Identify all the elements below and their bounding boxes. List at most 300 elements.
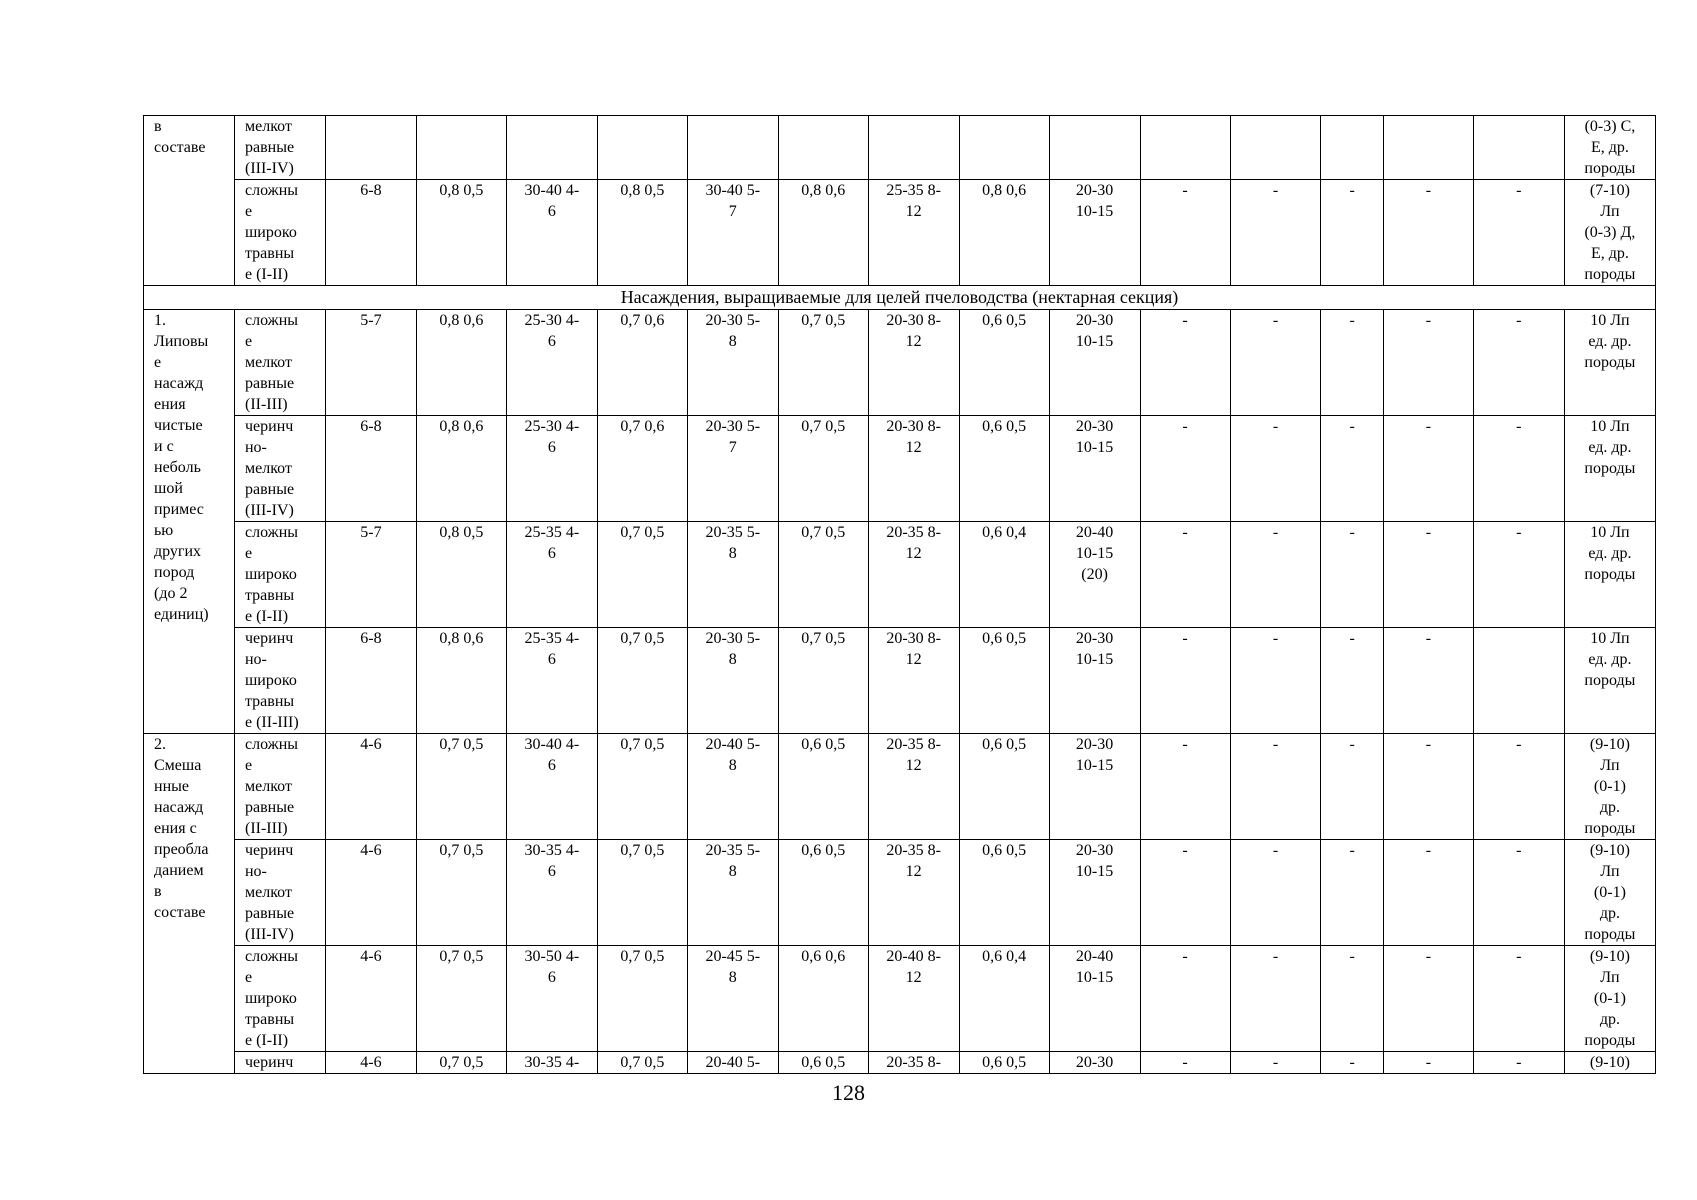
cell-line: 2. [154, 736, 166, 753]
cell-line: травны [244, 693, 295, 710]
cell-line: 0,7 0,5 [439, 1054, 484, 1071]
cell-line: ед. др. [1588, 651, 1632, 668]
value-cell [1140, 840, 1230, 946]
cell-line: широко [244, 224, 297, 241]
cell-line: 20-35 8- [886, 842, 941, 859]
forest-type-cell [234, 840, 325, 946]
cell-line: мелкот [244, 778, 292, 795]
value-cell [1473, 628, 1564, 734]
table-row [144, 416, 1656, 522]
cell-line: (0-3) С, [1584, 118, 1636, 135]
value-cell [1049, 416, 1140, 522]
cell-line: Е, др. [1590, 245, 1629, 262]
cell-line: 8 [728, 863, 737, 880]
cell-line: - [1182, 948, 1188, 965]
value-cell [778, 416, 868, 522]
cell-line: др. [1599, 1011, 1620, 1028]
cell-line: 10 Лп [1590, 630, 1630, 647]
cell-line: 30-35 4- [524, 1054, 580, 1071]
cell-line: 0,7 0,5 [620, 948, 665, 965]
cell-line: 20-30 [1075, 630, 1114, 647]
value-cell [687, 840, 778, 946]
cell-line: 6 [547, 863, 556, 880]
value-cell [1230, 180, 1321, 286]
value-cell [416, 180, 506, 286]
cell-line: Лп [1600, 969, 1620, 986]
cell-line: - [1516, 1054, 1522, 1071]
cell-line: 20-30 [1075, 842, 1114, 859]
cell-line: (9-10) [1589, 842, 1630, 859]
value-cell [325, 522, 416, 628]
table-row [144, 628, 1656, 734]
value-cell [959, 522, 1049, 628]
value-cell [1140, 116, 1230, 180]
cell-line: преобла [154, 841, 209, 858]
cell-line: - [1272, 948, 1279, 965]
composition-cell [1564, 522, 1655, 628]
value-cell [1049, 734, 1140, 840]
value-cell [1473, 946, 1564, 1052]
cell-line: травны [244, 245, 295, 262]
cell-line: 20-30 [1075, 312, 1114, 329]
cell-line: 20-45 5- [705, 948, 761, 965]
cell-line: 0,7 0,5 [801, 418, 846, 435]
value-cell [1383, 840, 1473, 946]
cell-line: 20-30 5- [705, 630, 761, 647]
cell-line: 25-30 4- [524, 418, 580, 435]
cell-line: 6 [547, 545, 556, 562]
composition-cell [1564, 946, 1655, 1052]
cell-line: единиц) [154, 606, 209, 623]
cell-line: 25-35 8- [886, 182, 941, 199]
value-cell [416, 1052, 506, 1074]
cell-line: - [1516, 524, 1522, 541]
cell-line: - [1425, 842, 1432, 859]
value-cell [1230, 734, 1321, 840]
cell-line: 20-30 5- [705, 418, 761, 435]
cell-line: сложны [244, 948, 299, 965]
cell-line: 8 [728, 757, 737, 774]
cell-line: 6 [547, 969, 556, 986]
value-cell [1473, 116, 1564, 180]
value-cell [1321, 734, 1383, 840]
value-cell [959, 116, 1049, 180]
cell-line: 0,7 0,5 [620, 736, 665, 753]
cell-line: - [1272, 736, 1279, 753]
cell-line: 25-35 4- [524, 524, 580, 541]
cell-line: 6 [547, 333, 556, 350]
cell-line: - [1182, 524, 1188, 541]
cell-line: е [244, 333, 253, 350]
value-cell [416, 116, 506, 180]
cell-line: но- [244, 651, 267, 668]
value-cell [325, 840, 416, 946]
cell-line: насажд [154, 375, 204, 392]
cell-line: - [1182, 842, 1188, 859]
cell-line: 6-8 [360, 630, 382, 647]
cell-line: ения [154, 396, 186, 413]
cell-line: - [1272, 312, 1279, 329]
cell-line: др. [1599, 905, 1620, 922]
cell-line: 0,6 0,5 [801, 842, 846, 859]
cell-line: - [1425, 630, 1432, 647]
value-cell [1321, 416, 1383, 522]
value-cell [687, 522, 778, 628]
value-cell [1049, 946, 1140, 1052]
forest-type-cell [234, 416, 325, 522]
cell-line: 30-35 4- [524, 842, 580, 859]
cell-line: - [1272, 182, 1279, 199]
cell-line: 30-40 4- [524, 736, 580, 753]
value-cell [1049, 180, 1140, 286]
cell-line: 6 [547, 203, 556, 220]
cell-line: 20-40 [1075, 948, 1114, 965]
forest-type-cell [234, 522, 325, 628]
cell-line: 10 Лп [1590, 418, 1630, 435]
table-row [144, 180, 1656, 286]
value-cell [868, 628, 959, 734]
value-cell [778, 116, 868, 180]
cell-line: - [1349, 182, 1355, 199]
value-cell [1321, 310, 1383, 416]
cell-line: - [1272, 418, 1279, 435]
cell-line: - [1425, 736, 1432, 753]
value-cell [325, 416, 416, 522]
cell-line: сложны [244, 182, 299, 199]
cell-line: 8 [728, 969, 737, 986]
cell-line: 0,6 0,6 [801, 948, 846, 965]
cell-line: равные [244, 481, 295, 498]
composition-cell [1564, 416, 1655, 522]
table-row [144, 310, 1656, 416]
cell-line: - [1425, 1054, 1432, 1071]
value-cell [1383, 1052, 1473, 1074]
cell-line: других [154, 543, 202, 560]
cell-line: 0,8 0,5 [620, 182, 665, 199]
cell-line: 30-40 4- [524, 182, 580, 199]
cell-line: - [1425, 948, 1432, 965]
cell-line: 0,6 0,5 [982, 1054, 1027, 1071]
value-cell [1473, 734, 1564, 840]
cell-line: 4-6 [360, 1054, 382, 1071]
cell-line: (0-1) [1593, 884, 1626, 901]
cell-line: 10-15 [1075, 439, 1114, 456]
cell-line: Лп [1600, 863, 1620, 880]
cell-line: ед. др. [1588, 545, 1632, 562]
cell-line: породы [1584, 926, 1636, 943]
cell-line: 4-6 [360, 842, 382, 859]
cell-line: сложны [244, 312, 299, 329]
cell-line: 12 [905, 969, 922, 986]
cell-line: - [1182, 312, 1188, 329]
value-cell [1383, 946, 1473, 1052]
table-row [144, 734, 1656, 840]
value-cell [1140, 1052, 1230, 1074]
value-cell [506, 628, 597, 734]
cell-line: 6 [547, 757, 556, 774]
cell-line: (20) [1081, 566, 1108, 583]
forest-type-cell [234, 180, 325, 286]
value-cell [959, 180, 1049, 286]
composition-cell [1564, 840, 1655, 946]
cell-line: породы [1584, 266, 1636, 283]
cell-line: (II-III) [244, 820, 288, 837]
value-cell [687, 116, 778, 180]
cell-line: - [1349, 418, 1355, 435]
value-cell [1321, 840, 1383, 946]
cell-line: 20-35 8- [886, 736, 941, 753]
cell-line: сложны [244, 736, 299, 753]
value-cell [687, 628, 778, 734]
cell-line: 20-35 5- [705, 842, 761, 859]
value-cell [506, 180, 597, 286]
value-cell [1473, 522, 1564, 628]
composition-cell [1564, 734, 1655, 840]
composition-cell [1564, 180, 1655, 286]
value-cell [506, 1052, 597, 1074]
value-cell [597, 310, 687, 416]
cell-line: 6-8 [360, 418, 382, 435]
cell-line: е [244, 969, 253, 986]
cell-line: - [1349, 524, 1355, 541]
cell-line: (9-10) [1589, 948, 1630, 965]
value-cell [1049, 116, 1140, 180]
cell-line: 20-35 8- [886, 1054, 941, 1071]
value-cell [506, 416, 597, 522]
cell-line: мелкот [244, 118, 292, 135]
value-cell [506, 734, 597, 840]
value-cell [597, 734, 687, 840]
value-cell [1321, 628, 1383, 734]
value-cell [778, 310, 868, 416]
cell-line: широко [244, 990, 297, 1007]
value-cell [778, 522, 868, 628]
value-cell [1230, 1052, 1321, 1074]
cell-line: е [244, 757, 253, 774]
composition-cell [1564, 1052, 1655, 1074]
cell-line: 10-15 [1075, 333, 1114, 350]
value-cell [1383, 416, 1473, 522]
value-cell [597, 522, 687, 628]
value-cell [597, 628, 687, 734]
cell-line: породы [1584, 566, 1636, 583]
value-cell [597, 946, 687, 1052]
cell-line: 0,8 0,6 [439, 418, 484, 435]
cell-line: др. [1599, 799, 1620, 816]
cell-line: - [1349, 842, 1355, 859]
value-cell [597, 840, 687, 946]
cell-line: 20-35 5- [705, 524, 761, 541]
cell-line: 0,7 0,5 [439, 842, 484, 859]
forest-type-cell [234, 116, 325, 180]
value-cell [687, 734, 778, 840]
cell-line: мелкот [244, 884, 292, 901]
cell-line: 0,7 0,6 [620, 312, 665, 329]
table-row [144, 1052, 1656, 1074]
value-cell [1230, 628, 1321, 734]
cell-line: 20-30 8- [886, 418, 941, 435]
cell-line: е (I-II) [244, 1032, 289, 1049]
cell-line: (9-10) [1589, 1054, 1630, 1071]
cell-line: составе [154, 904, 206, 921]
value-cell [778, 1052, 868, 1074]
cell-line: (II-III) [244, 396, 288, 413]
value-cell [778, 180, 868, 286]
value-cell [1049, 1052, 1140, 1074]
cell-line: 10-15 [1075, 545, 1114, 562]
cell-line: 0,7 0,5 [439, 736, 484, 753]
cell-line: - [1349, 736, 1355, 753]
cell-line: - [1516, 948, 1522, 965]
cell-line: 5-7 [360, 312, 382, 329]
cell-line: шой [154, 480, 183, 497]
forest-type-cell [234, 310, 325, 416]
table-row [144, 116, 1656, 180]
cell-line: породы [1584, 1032, 1636, 1049]
table-row [144, 840, 1656, 946]
cell-line: Е, др. [1590, 139, 1629, 156]
value-cell [1383, 180, 1473, 286]
value-cell [1321, 180, 1383, 286]
stand-type-cell [144, 310, 235, 734]
cell-line: неболь [154, 459, 201, 476]
cell-line: (III-IV) [244, 502, 294, 519]
value-cell [506, 310, 597, 416]
value-cell [1383, 628, 1473, 734]
cell-line: (до 2 [154, 585, 188, 602]
cell-line: равные [244, 905, 295, 922]
cell-line: 0,6 0,5 [982, 736, 1027, 753]
cell-line: 6 [547, 439, 556, 456]
cell-line: ью [154, 522, 174, 539]
value-cell [1230, 310, 1321, 416]
cell-line: е (I-II) [244, 266, 289, 283]
cell-line: 0,6 0,5 [982, 842, 1027, 859]
cell-line: 20-40 5- [705, 1054, 761, 1071]
forest-type-cell [234, 734, 325, 840]
cell-line: 0,7 0,5 [439, 948, 484, 965]
cell-line: черинч [244, 842, 294, 859]
value-cell [1473, 840, 1564, 946]
value-cell [1321, 1052, 1383, 1074]
cell-line: - [1516, 182, 1522, 199]
value-cell [416, 522, 506, 628]
cell-line: но- [244, 439, 267, 456]
cell-line: 0,8 0,6 [439, 630, 484, 647]
cell-line: 10 Лп [1590, 312, 1630, 329]
cell-line: мелкот [244, 354, 292, 371]
cell-line: 20-30 [1075, 182, 1114, 199]
forestry-standards-table [143, 115, 1656, 1074]
value-cell [868, 734, 959, 840]
value-cell [959, 840, 1049, 946]
cell-line: 5-7 [360, 524, 382, 541]
value-cell [325, 734, 416, 840]
value-cell [1321, 946, 1383, 1052]
cell-line: ед. др. [1588, 333, 1632, 350]
cell-line: 10-15 [1075, 203, 1114, 220]
value-cell [1383, 310, 1473, 416]
section-title: Насаждения, выращиваемые для целей пчеловодства (нектарная секция) [144, 286, 1656, 310]
value-cell [506, 522, 597, 628]
cell-line: 30-50 4- [524, 948, 580, 965]
cell-line: ения с [154, 820, 197, 837]
cell-line: 20-40 5- [705, 736, 761, 753]
value-cell [506, 840, 597, 946]
stand-type-cell [144, 734, 235, 1074]
cell-line: 20-30 [1075, 418, 1114, 435]
cell-line: - [1182, 736, 1188, 753]
value-cell [687, 946, 778, 1052]
cell-line: 0,6 0,5 [801, 1054, 846, 1071]
cell-line: - [1349, 630, 1355, 647]
section-row [144, 286, 1656, 310]
cell-line: в [154, 118, 162, 135]
cell-line: 20-35 8- [886, 524, 941, 541]
value-cell [416, 734, 506, 840]
value-cell [597, 180, 687, 286]
cell-line: Лп [1600, 757, 1620, 774]
cell-line: 10-15 [1075, 757, 1114, 774]
value-cell [868, 840, 959, 946]
value-cell [1230, 416, 1321, 522]
cell-line: 12 [905, 203, 922, 220]
cell-line: - [1425, 418, 1432, 435]
cell-line: мелкот [244, 460, 292, 477]
cell-line: 10-15 [1075, 651, 1114, 668]
cell-line: 30-40 5- [705, 182, 761, 199]
cell-line: равные [244, 139, 295, 156]
value-cell [959, 1052, 1049, 1074]
value-cell [506, 946, 597, 1052]
value-cell [325, 180, 416, 286]
value-cell [1140, 180, 1230, 286]
cell-line: 12 [905, 757, 922, 774]
cell-line: 0,7 0,5 [801, 524, 846, 541]
cell-line: 20-30 8- [886, 630, 941, 647]
cell-line: е (II-III) [244, 714, 299, 731]
cell-line: 8 [728, 333, 737, 350]
cell-line: широко [244, 566, 297, 583]
cell-line: 0,7 0,6 [620, 418, 665, 435]
cell-line: примес [154, 501, 204, 518]
cell-line: 10-15 [1075, 863, 1114, 880]
cell-line: (III-IV) [244, 160, 294, 177]
cell-line: 25-35 4- [524, 630, 580, 647]
cell-line: - [1425, 182, 1432, 199]
cell-line: 25-30 4- [524, 312, 580, 329]
composition-cell [1564, 116, 1655, 180]
value-cell [325, 116, 416, 180]
cell-line: 6-8 [360, 182, 382, 199]
cell-line: 7 [728, 439, 737, 456]
cell-line: составе [154, 139, 206, 156]
cell-line: 20-40 [1075, 524, 1114, 541]
value-cell [687, 180, 778, 286]
value-cell [868, 416, 959, 522]
value-cell [1140, 946, 1230, 1052]
cell-line: е [244, 203, 253, 220]
cell-line: 4-6 [360, 736, 382, 753]
cell-line: но- [244, 863, 267, 880]
cell-line: черинч [244, 1054, 294, 1071]
cell-line: данием [154, 862, 204, 879]
cell-line: равные [244, 375, 295, 392]
cell-line: - [1182, 630, 1188, 647]
cell-line: - [1425, 524, 1432, 541]
cell-line: 0,6 0,5 [982, 312, 1027, 329]
value-cell [1140, 416, 1230, 522]
